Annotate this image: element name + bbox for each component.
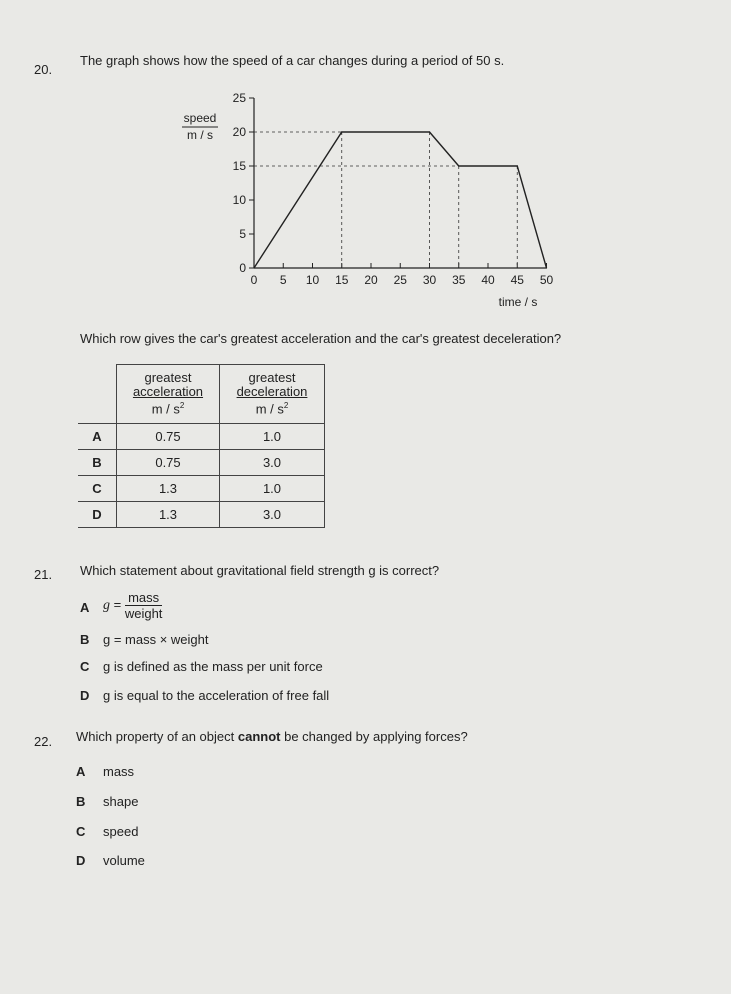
header-acc-line2: acceleration [132,384,204,400]
speed-line [254,132,547,268]
header-dec-line1: greatest [248,370,296,386]
header-blank [78,365,117,424]
x-tick-label: 40 [481,273,495,287]
speed-series [253,131,547,268]
x-tick-label: 20 [364,273,378,287]
row-letter: B [78,450,117,476]
table-row [78,450,325,476]
row-letter: A [78,424,117,450]
q21-option-b-letter[interactable]: B [80,632,90,647]
x-tick-label: 30 [422,273,437,287]
question-21-text: Which statement about gravitational field strength g is correct? [80,563,440,578]
y-tick-label: 10 [232,193,246,207]
y-tick-label: 15 [232,159,246,173]
q22-option-a-letter[interactable]: A [76,764,86,779]
table-row [78,424,325,450]
data-point [546,267,547,268]
data-point [253,267,254,268]
q22-text-after: be changed by applying forces? [280,729,468,744]
y-tick-label: 20 [232,125,246,139]
q22-option-a-text[interactable]: mass [103,764,135,779]
row-letter: C [78,476,117,502]
table-row [78,502,325,528]
ticks [233,91,554,287]
dashed-guides [254,132,517,268]
g-symbol: g [103,597,110,613]
header-greatest-deceleration [220,365,325,424]
q21-option-d-letter[interactable]: D [80,688,90,703]
q21-option-d-text[interactable]: g is equal to the acceleration of free fall [103,688,330,703]
q21-option-a-formula[interactable] [103,590,162,621]
data-point [341,131,342,132]
q21-option-a-letter[interactable]: A [80,600,90,615]
q22-option-d-letter[interactable]: D [76,853,86,868]
header-dec-line2: deceleration [236,384,308,400]
question-20-prompt: Which row gives the car's greatest acceleration and the car's greatest deceleration? [80,331,562,346]
y-axis-label-top: speed [183,111,217,125]
header-dec-unit-power: 2 [283,401,289,411]
header-acc-unit-power: 2 [179,401,185,411]
fraction-denominator: weight [124,606,163,621]
header-dec-unit [220,399,324,416]
q22-option-b-text[interactable]: shape [103,794,139,809]
x-axis-label: time / s [498,295,538,309]
row-acceleration: 0.75 [117,424,220,450]
axes [254,98,547,268]
header-acc-line1: greatest [144,370,192,386]
y-tick-label: 25 [232,91,246,105]
y-tick-label: 0 [239,261,246,275]
q22-option-d-text[interactable]: volume [103,853,145,868]
q22-option-c-text[interactable]: speed [103,824,139,839]
q21-option-c-text[interactable]: g is defined as the mass per unit force [103,659,323,674]
x-tick-label: 5 [279,273,287,287]
table-header-row [78,365,325,424]
y-axis-label-bottom: m / s [187,128,213,142]
row-deceleration: 3.0 [220,502,325,528]
question-21-number: 21. [34,567,53,582]
q21-option-b-text[interactable]: g = mass × weight [103,632,209,647]
question-20-number: 20. [34,62,53,77]
q22-option-c-letter[interactable]: C [76,824,86,839]
header-acc-unit [117,399,219,416]
row-deceleration: 1.0 [220,424,325,450]
question-22-text [76,729,468,744]
x-tick-label: 25 [393,273,407,287]
q21-option-c-letter[interactable]: C [80,659,90,674]
q22-text-before: Which property of an object [76,729,238,744]
q22-option-b-letter[interactable]: B [76,794,86,809]
row-acceleration: 0.75 [117,450,220,476]
speed-time-graph [170,80,570,312]
mass-over-weight-fraction [125,590,163,621]
data-point [458,165,459,166]
row-acceleration: 1.3 [117,502,220,528]
header-acc-unit-text: m / s [151,401,180,417]
row-letter: D [78,502,117,528]
x-tick-label: 10 [305,273,320,287]
data-point [517,165,518,166]
x-tick-label: 45 [510,273,524,287]
x-tick-label: 50 [539,273,554,287]
x-tick-label: 15 [335,273,349,287]
row-deceleration: 1.0 [220,476,325,502]
equals-sign: = [113,596,122,612]
q22-text-bold: cannot [237,729,281,744]
header-dec-unit-text: m / s [255,401,284,417]
x-tick-label: 0 [250,273,258,287]
row-deceleration: 3.0 [220,450,325,476]
question-22-number: 22. [34,734,53,749]
header-greatest-acceleration [117,365,220,424]
row-acceleration: 1.3 [117,476,220,502]
question-20-text: The graph shows how the speed of a car changes during a period of 50 s. [80,53,505,68]
table-row [78,476,325,502]
x-tick-label: 35 [452,273,466,287]
y-tick-label: 5 [239,227,246,241]
answer-table [78,364,325,528]
fraction-numerator: mass [125,590,163,606]
data-point [429,131,430,132]
